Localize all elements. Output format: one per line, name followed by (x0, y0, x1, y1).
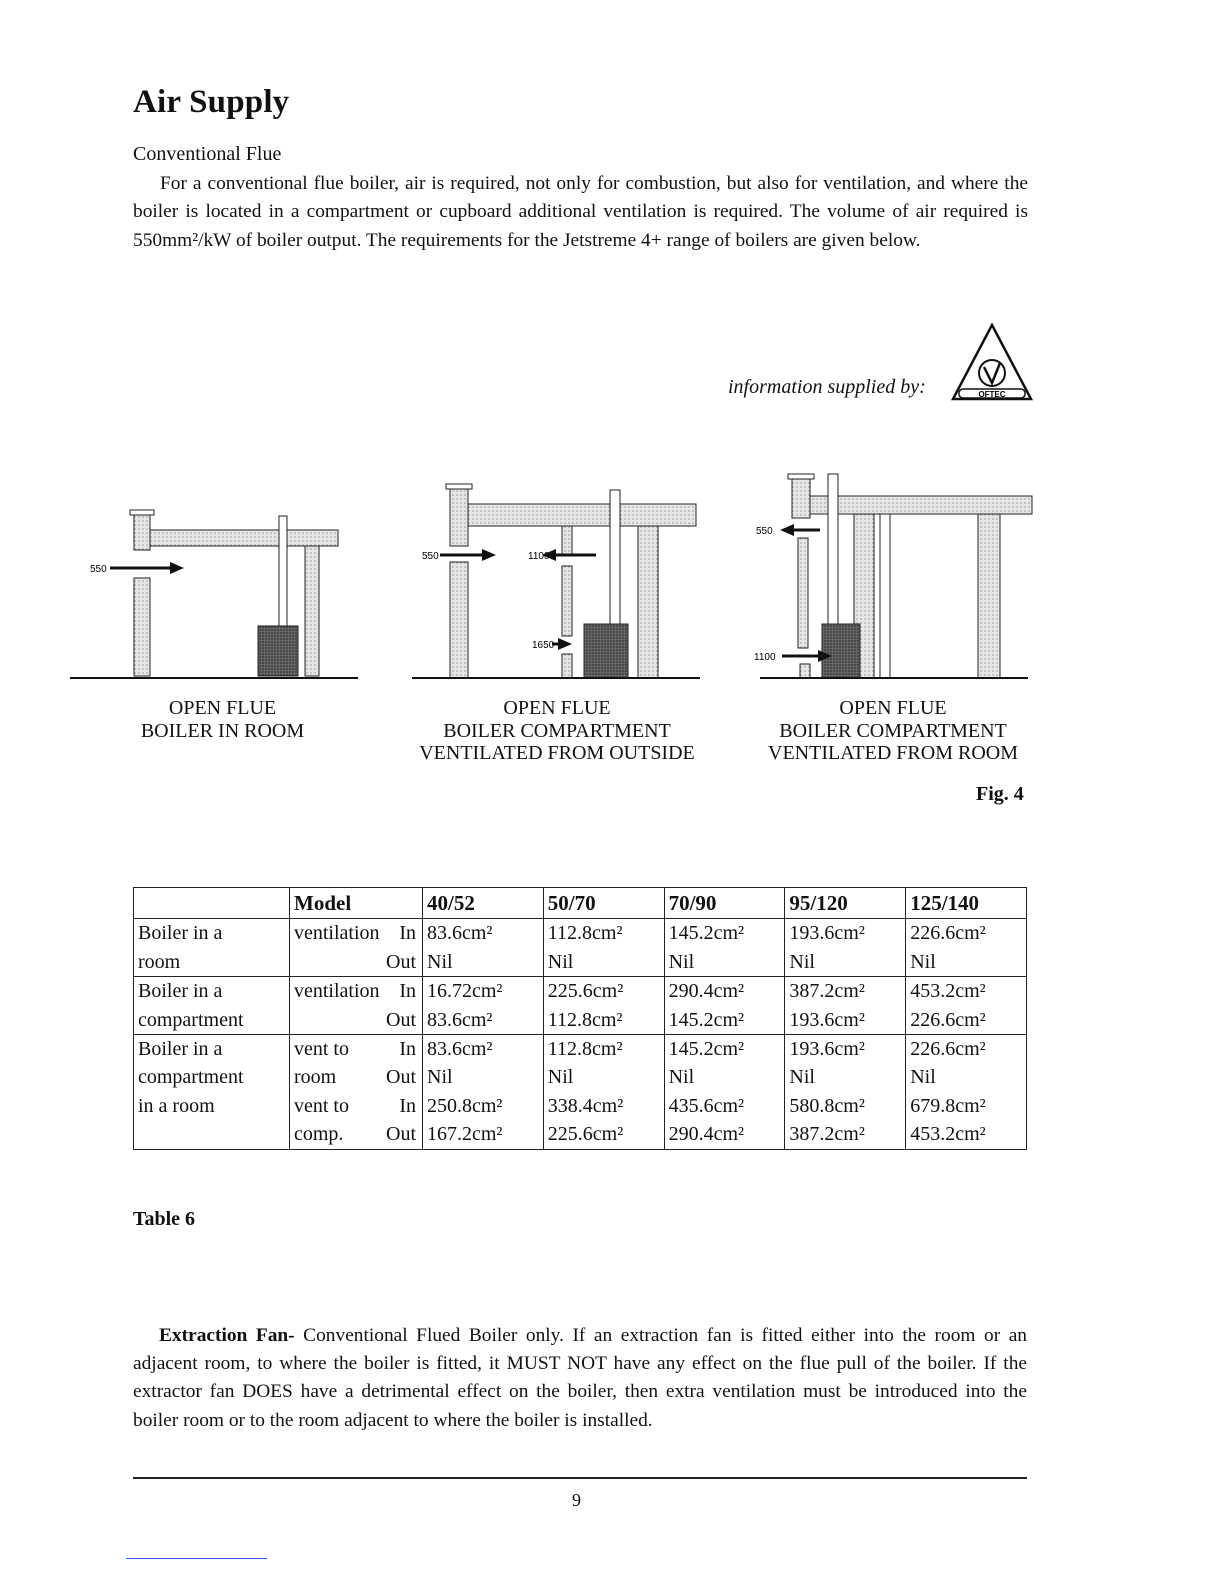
table-header-cell: 95/120 (785, 888, 906, 919)
figure-label: Fig. 4 (976, 783, 1024, 805)
ventilation-table (133, 887, 1027, 1150)
table-header-cell: 40/52 (423, 888, 544, 919)
page-title: Air Supply (133, 84, 290, 120)
table-row (134, 977, 1027, 1035)
table-cell: 145.2cm² Nil (664, 919, 785, 977)
oftec-logo (951, 323, 1033, 405)
table-cell: 226.6cm² Nil (906, 919, 1027, 977)
footer-rule (133, 1477, 1027, 1479)
oftec-logo-text: OFTEC (978, 390, 1006, 399)
table-header-cell: 70/90 (664, 888, 785, 919)
row-label: Boiler in a compartment (134, 977, 290, 1035)
diagram-compartment-outside (412, 478, 702, 683)
table-cell: 225.6cm² 112.8cm² (543, 977, 664, 1035)
diagram-compartment-room (752, 466, 1036, 684)
table-header-cell (134, 888, 290, 919)
fig3-caption: OPEN FLUE BOILER COMPARTMENT VENTILATED FROM ROOM (768, 697, 1018, 765)
table-header-row (134, 888, 1027, 919)
table-cell: 112.8cm² Nil (543, 919, 664, 977)
table-row (134, 919, 1027, 977)
fig3-label-1100: 1100 (754, 652, 776, 663)
blue-underline (126, 1558, 267, 1559)
row-sublabel: ventilation In Out (290, 919, 423, 977)
table-cell: 453.2cm² 226.6cm² (906, 977, 1027, 1035)
table-header-cell: Model (290, 888, 423, 919)
table-cell: 193.6cm² Nil 580.8cm² 387.2cm² (785, 1035, 906, 1150)
extraction-fan-label: Extraction Fan- (159, 1325, 295, 1346)
table-cell: 83.6cm² Nil (423, 919, 544, 977)
fig3-label-550: 550 (756, 526, 773, 537)
table-row (134, 1035, 1027, 1150)
fig1-caption: OPEN FLUE BOILER IN ROOM (140, 697, 305, 742)
row-label: Boiler in a room (134, 919, 290, 977)
fig2-label-1650: 1650 (532, 640, 555, 651)
extraction-fan-paragraph: Extraction Fan- Conventional Flued Boiler only. If an extraction fan is fitted either into the room or an adjacent room, to where the boiler is fitted, it MUST NOT have any effect on the flue pull of the boiler. If the extractor fan DOES have a detrimental effect on the boiler, then extra ventilation must be introduced into the boiler room or to the room adjacent to where the boiler is installed. (133, 1325, 1027, 1431)
fig1-label-550: 550 (90, 564, 107, 575)
table-cell: 16.72cm² 83.6cm² (423, 977, 544, 1035)
table-cell: 387.2cm² 193.6cm² (785, 977, 906, 1035)
table-label: Table 6 (133, 1208, 196, 1230)
table-header-cell: 50/70 (543, 888, 664, 919)
table-cell: 112.8cm² Nil 338.4cm² 225.6cm² (543, 1035, 664, 1150)
intro-paragraph: For a conventional flue boiler, air is required, not only for combustion, but also for ventilation, and where the boiler is located in a compartment or cupboard additional ventilation is required. The volume of air required is 550mm²/kW of boiler output. The requirements for the Jetstreme 4+ range of boilers are given below. (133, 173, 1028, 251)
row-sublabel: vent to In room Out vent to In comp. Out (290, 1035, 423, 1150)
diagram-boiler-in-room (70, 500, 360, 685)
table-cell: 290.4cm² 145.2cm² (664, 977, 785, 1035)
fig2-label-1100: 1100 (528, 551, 550, 562)
fig2-label-550: 550 (422, 551, 439, 562)
info-supplied-by: information supplied by: (728, 376, 926, 398)
row-label: Boiler in a compartment in a room (134, 1035, 290, 1150)
row-sublabel: ventilation In Out (290, 977, 423, 1035)
table-header-cell: 125/140 (906, 888, 1027, 919)
table-cell: 226.6cm² Nil 679.8cm² 453.2cm² (906, 1035, 1027, 1150)
table-cell: 193.6cm² Nil (785, 919, 906, 977)
page-number: 9 (572, 1490, 581, 1510)
table-cell: 145.2cm² Nil 435.6cm² 290.4cm² (664, 1035, 785, 1150)
section-subheading: Conventional Flue (133, 143, 282, 165)
fig2-caption: OPEN FLUE BOILER COMPARTMENT VENTILATED FROM OUTSIDE (419, 697, 695, 765)
table-cell: 83.6cm² Nil 250.8cm² 167.2cm² (423, 1035, 544, 1150)
